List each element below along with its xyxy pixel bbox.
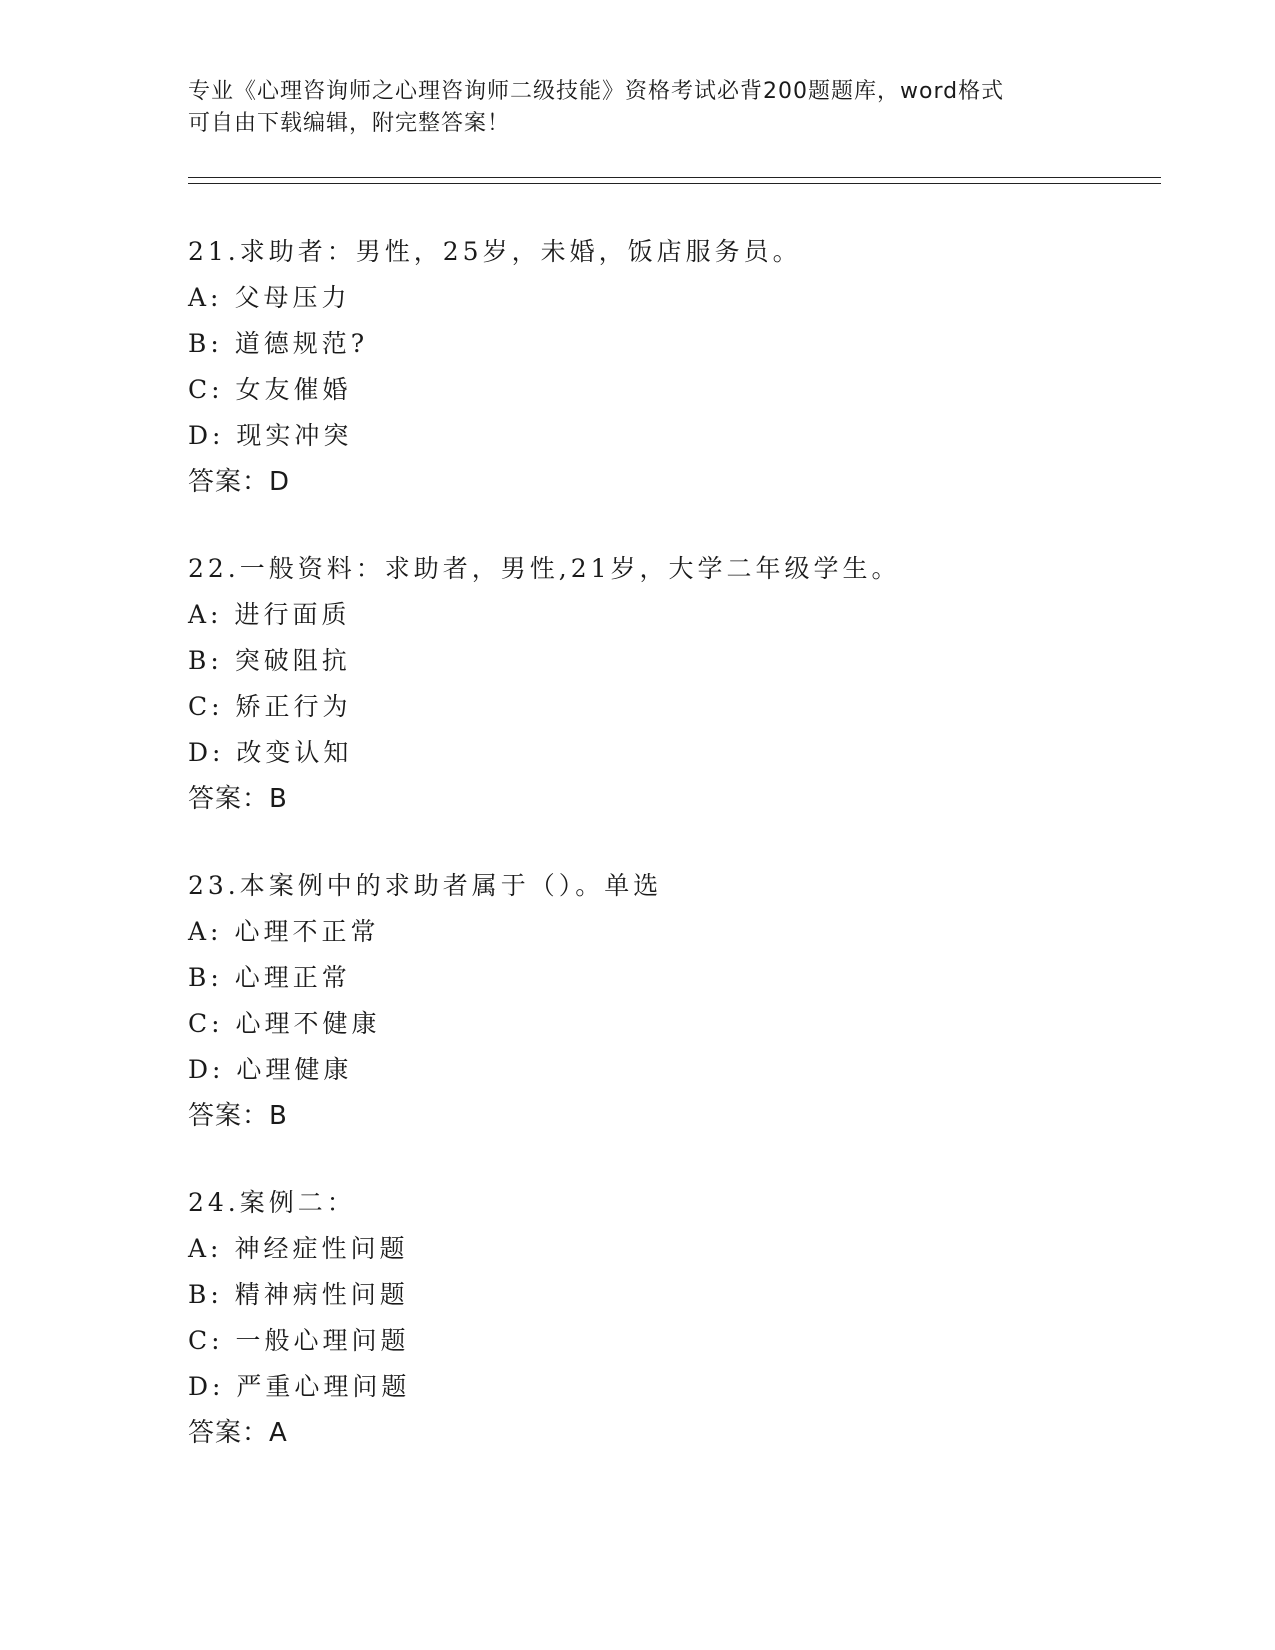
option-b — [188, 638, 1148, 684]
option-text: 严重心理问题 — [236, 1372, 411, 1401]
question-stem: 21.求助者：男性，25岁，未婚，饭店服务员。 — [188, 237, 802, 266]
option-text: 心理健康 — [236, 1055, 353, 1084]
answer-line: 答案：B — [188, 784, 288, 814]
option-key: B: — [188, 963, 223, 992]
question-stem: 22.一般资料：求助者，男性,21岁，大学二年级学生。 — [188, 554, 901, 583]
option-d — [188, 1047, 1148, 1093]
option-text: 心理不正常 — [234, 917, 380, 946]
question-stem: 24.案例二： — [188, 1188, 356, 1217]
option-d — [188, 413, 1148, 459]
option-b — [188, 1272, 1148, 1318]
option-c — [188, 1318, 1148, 1364]
option-key: C: — [188, 1326, 224, 1355]
option-key: A: — [188, 917, 223, 946]
option-key: D: — [188, 738, 225, 767]
option-text: 突破阻抗 — [234, 646, 351, 675]
option-text: 矫正行为 — [235, 692, 352, 721]
option-text: 心理不健康 — [235, 1009, 381, 1038]
option-text: 进行面质 — [234, 600, 351, 629]
option-key: C: — [188, 1009, 224, 1038]
option-c — [188, 1001, 1148, 1047]
option-key: A: — [188, 1234, 223, 1263]
option-key: C: — [188, 375, 224, 404]
option-key: D: — [188, 421, 225, 450]
option-key: B: — [188, 1280, 223, 1309]
question-24 — [188, 1180, 1148, 1456]
option-a — [188, 592, 1148, 638]
header-line-1: 专业《心理咨询师之心理咨询师二级技能》资格考试必背200题题库，word格式 — [188, 79, 1005, 104]
option-text: 精神病性问题 — [234, 1280, 409, 1309]
option-key: A: — [188, 283, 223, 312]
option-key: A: — [188, 600, 223, 629]
question-23 — [188, 863, 1148, 1139]
option-text: 神经症性问题 — [234, 1234, 409, 1263]
answer-line: 答案：B — [188, 1101, 288, 1131]
answer-line: 答案：A — [188, 1418, 288, 1448]
option-text: 一般心理问题 — [235, 1326, 410, 1355]
option-key: D: — [188, 1055, 225, 1084]
option-text: 父母压力 — [234, 283, 351, 312]
question-21 — [188, 229, 1148, 505]
option-text: 女友催婚 — [235, 375, 352, 404]
question-stem: 23.本案例中的求助者属于（）。单选 — [188, 871, 663, 900]
header-line-2: 可自由下载编辑，附完整答案！ — [188, 111, 511, 136]
option-a — [188, 1226, 1148, 1272]
option-key: B: — [188, 329, 223, 358]
option-a — [188, 909, 1148, 955]
option-a — [188, 275, 1148, 321]
document-header — [188, 76, 1088, 140]
option-d — [188, 730, 1148, 776]
option-d — [188, 1364, 1148, 1410]
option-c — [188, 684, 1148, 730]
option-key: C: — [188, 692, 224, 721]
option-c — [188, 367, 1148, 413]
question-22 — [188, 546, 1148, 822]
header-divider-bottom — [188, 183, 1161, 184]
answer-line: 答案：D — [188, 467, 291, 497]
option-key: B: — [188, 646, 223, 675]
option-text: 改变认知 — [236, 738, 353, 767]
option-text: 道德规范? — [234, 329, 369, 358]
option-text: 现实冲突 — [236, 421, 353, 450]
option-b — [188, 955, 1148, 1001]
option-b — [188, 321, 1148, 367]
option-text: 心理正常 — [234, 963, 351, 992]
header-divider-top — [188, 177, 1161, 178]
option-key: D: — [188, 1372, 225, 1401]
